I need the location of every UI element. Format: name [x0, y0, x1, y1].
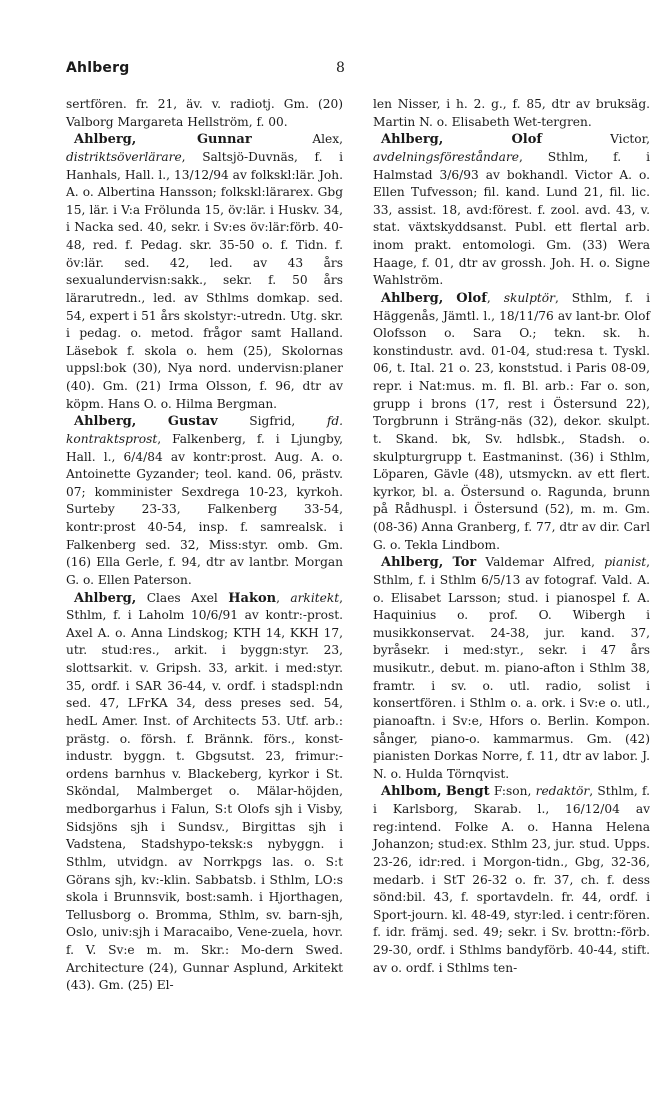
entry-hakon-ahlberg — [66, 590, 343, 995]
entry-given-bold: Tor — [452, 555, 477, 571]
entry-olof-ahlberg-skulptor — [373, 290, 650, 554]
entry-occupation: skulptör — [503, 290, 555, 305]
entry-given-bold: Gustav — [167, 414, 218, 430]
entry-bengt-ahlbom — [373, 783, 650, 977]
entry-occupation: fd. kontraktsprost — [66, 414, 343, 446]
entry-given-bold: Bengt — [445, 784, 490, 800]
entry-given-bold: Gunnar — [196, 132, 252, 148]
continuation-text: sertfören. fr. 21, äv. v. radiotj. Gm. (20) Valborg Margareta Hellström, f. 00. — [66, 97, 343, 129]
left-column — [66, 96, 343, 995]
entry-body: , Sthlm, f. i Halmstad 3/6/93 av bokhandl. Victor A. o. Ellen Tufvesson; fil. kand. Lund 21, fil. lic. 33, assist. 18, avd:förest. f. zool. avd. 43, v. stat. växtskyddsanst. Publ. ett flertal arb. inom prakt. entomologi. Gm. (33) Wera Haage, f. 01, dtr av grossh. Joh. H. o. Signe Wahlström. — [373, 149, 650, 288]
entry-occupation: avdelningsföreståndare — [373, 149, 519, 164]
entry-olof-victor-ahlberg — [373, 131, 650, 290]
entry-given-bold: Hakon — [228, 590, 277, 606]
entry-gunnar-ahlberg — [66, 131, 343, 413]
entry-surname: Ahlbom, — [381, 784, 442, 800]
entry-occupation: distriktsöverlärare — [66, 149, 182, 164]
entry-given-rest: Alex, — [251, 132, 343, 147]
entry-surname: Ahlberg, — [74, 414, 137, 430]
page-header — [66, 60, 626, 82]
entry-given-bold: Olof — [511, 132, 542, 148]
entry-body: , Falkenberg, f. i Ljungby, Hall. l., 6/4/84 av kontr:prost. Aug. A. o. Antoinette Gyzander; teol. kand. 06, prästv. 07; komminister Sexdrega 10-23, kyrkoh. Surteby 23-33, Falkenberg 33-54, kontr:prost 40-54, insp. f. samrealsk. i Falkenberg sed. 32, Miss:styr. omb. Gm. (16) Ella Gerle, f. 94, dtr av lantbr. Morgan G. o. Ellen Paterson. — [66, 431, 343, 587]
entry-surname: Ahlberg, — [74, 590, 137, 606]
entry-body: , Sthlm, f. i Sthlm 6/5/13 av fotograf. Vald. A. o. Elisabet Larsson; stud. i pianospel f. A. Haquinius o. prof. O. Wibergh i musikkonservat. 24-38, jur. kand. 37, byråsekr. i med:styr., sekr. i 47 års musikutr., debut. m. piano-afton i Sthlm 38, framtr. i sv. o. utl. radio, solist i konsertfören. i Sthlm o. a. ork. i Sv:e o. utl., pianoaftn. i Sv:e, Hfors o. Berlin. Kompon. sånger, piano-o. kammarmus. Gm. (42) pianisten Dorkas Norre, f. 11, dtr av labor. J. N. o. Hulda Törnqvist. — [373, 555, 650, 781]
entry-surname: Ahlberg, — [74, 132, 137, 148]
entry-surname: Ahlberg, — [381, 290, 444, 306]
entry-body: , Sthlm, f. i Karlsborg, Skarab. l., 16/12/04 av reg:intend. Folke A. o. Hanna Helena Johanzon; stud:ex. Sthlm 23, jur. stud. Upps. 23-26, idr:red. i Morgon-tidn., Gbg, 32-36, medarb. i StT 26-32 o. fr. 37, ch. f. dess sönd:bil. 43, f. sportavdeln. fr. 44, ordf. i Sport-journ. kl. 48-49, styr:led. i centr:fören. f. idr. främj. sed. 49; sekr. i Sv. brottn:-förb. 29-30, ordf. i Sthlms bandyförb. 40-44, stift. av o. ordf. i Sthlms ten- — [373, 784, 650, 975]
entry-surname: Ahlberg, — [381, 555, 444, 571]
entry-occupation: pianist — [604, 555, 647, 570]
continuation-text: len Nisser, i h. 2. g., f. 85, dtr av bruksäg. Martin N. o. Elisabeth Wet-tergren. — [373, 97, 650, 129]
entry-body: , Sthlm, f. i Häggenås, Jämtl. l., 18/11/76 av lant-br. Olof Olofsson o. Sara O.; tekn. sk. h. konstindustr. avd. 01-04, stud:resa t. Tyskl. 06, t. Ital. 21 o. 23, konststud. i Paris 08-09, repr. i Nat:mus. m. fl. Bl. arb.: Far o. son, grupp i brons (17, rest i Östersund 22), Torgbrunn i Sträng-näs (32), dekor. skulpt. t. Skand. bk, Sv. hdlsbk., Stadsh. o. skulpturgrupp t. Eastmaninst. (36) i Sthlm, Löparen, Gävle (48), utsmyckn. av ett flert. kyrkor, bl. a. Östersund o. Ragunda, brunn på Rådhuspl. i Östersund (52), m. m. Gm. (08-36) Anna Granberg, f. 77, dtr av dir. Carl G. o. Tekla Lindbom. — [373, 290, 651, 552]
running-head: Ahlberg — [66, 60, 130, 76]
entry-given-pre: Claes Axel — [136, 590, 229, 605]
entry-given-rest: Sigfrid, — [217, 414, 327, 429]
entry-given-rest: Victor, — [541, 132, 650, 147]
entry-surname: Ahlberg, — [381, 132, 444, 148]
entry-body: , Saltsjö-Duvnäs, f. i Hanhals, Hall. l., 13/12/94 av folkskl:lär. Joh. A. o. Albertina Hansson; folkskl:lärarex. Gbg 15, lär. i V:a Frölunda 15, öv:lär. i Huskv. 34, i Nacka sed. 40, sekr. i Sv:es öv:lär:förb. 40-48, red. f. Pedag. skr. 35-50 o. f. Tidn. f. öv:lär. sed. 42, led. av 43 års sexualundervisn:sakk., sekr. f. 50 års lärarutredn., led. av Sthlms domkap. sed. 54, expert i 51 års skolstyr:-utredn. Utg. skr. i pedag. o. metod. frågor samt Halland. Läsebok f. skola o. hem (25), Skolornas uppsl:bok (30), Nya nord. undervisn:planer (40). Gm. (21) Irma Olsson, f. 96, dtr av köpm. Hans O. o. Hilma Bergman. — [66, 149, 343, 411]
entry-gustav-ahlberg — [66, 413, 343, 589]
entry-given-bold: Olof — [456, 290, 487, 306]
page-number: 8 — [336, 60, 345, 76]
entry-given-rest: , — [276, 590, 291, 605]
entry-occupation: redaktör — [535, 784, 590, 799]
entry-tor-ahlberg — [373, 554, 650, 783]
entry-given-rest: F:son, — [489, 784, 536, 799]
entry-given-rest: , — [486, 290, 504, 305]
entry-body: , Sthlm, f. i Laholm 10/6/91 av kontr:-prost. Axel A. o. Anna Lindskog; KTH 14, KKH 17, utr. stud:res., arkit. i byggn:styr. 23, slottsarkit. v. Gripsh. 33, arkit. i med:styr. 35, ordf. i SAR 36-44, v. ordf. i stadspl:ndn sed. 47, LFrKA 34, dess preses sed. 54, hedL Amer. Inst. of Architects 53. Utf. arb.: prästg. o. försh. f. Brännk. förs., konst-industr. byggn. t. Gbgsutst. 23, frimur:-ordens barnhus v. Blackeberg, kyrkor i St. Sköndal, Malmberget o. Mälar-höjden, medborgarhus i Falun, S:t Olofs sjh i Visby, Sidsjöns sjh i Sundsv., Birgittas sjh i Vadstena, Stadshypo-teksk:s nybyggn. i Sthlm, utvidgn. av Norrkpgs las. o. S:t Görans sjh, kv:-klin. Sabbatsb. i Sthlm, LO:s skola i Brunnsvik, bost:samh. i Hjorthagen, Tellusborg o. Bromma, Sthlm, sv. barn-sjh, Oslo, univ:sjh i Maracaibo, Vene-zuela, hovr. f. V. Sv:e m. m. Skr.: Mo-dern Swed. Architecture (24), Gunnar Asplund, Arkitekt (43). Gm. (25) El- — [66, 590, 343, 993]
right-column — [373, 96, 650, 977]
entry-given-rest: Valdemar Alfred, — [476, 555, 605, 570]
entry-occupation: arkitekt — [290, 590, 340, 605]
